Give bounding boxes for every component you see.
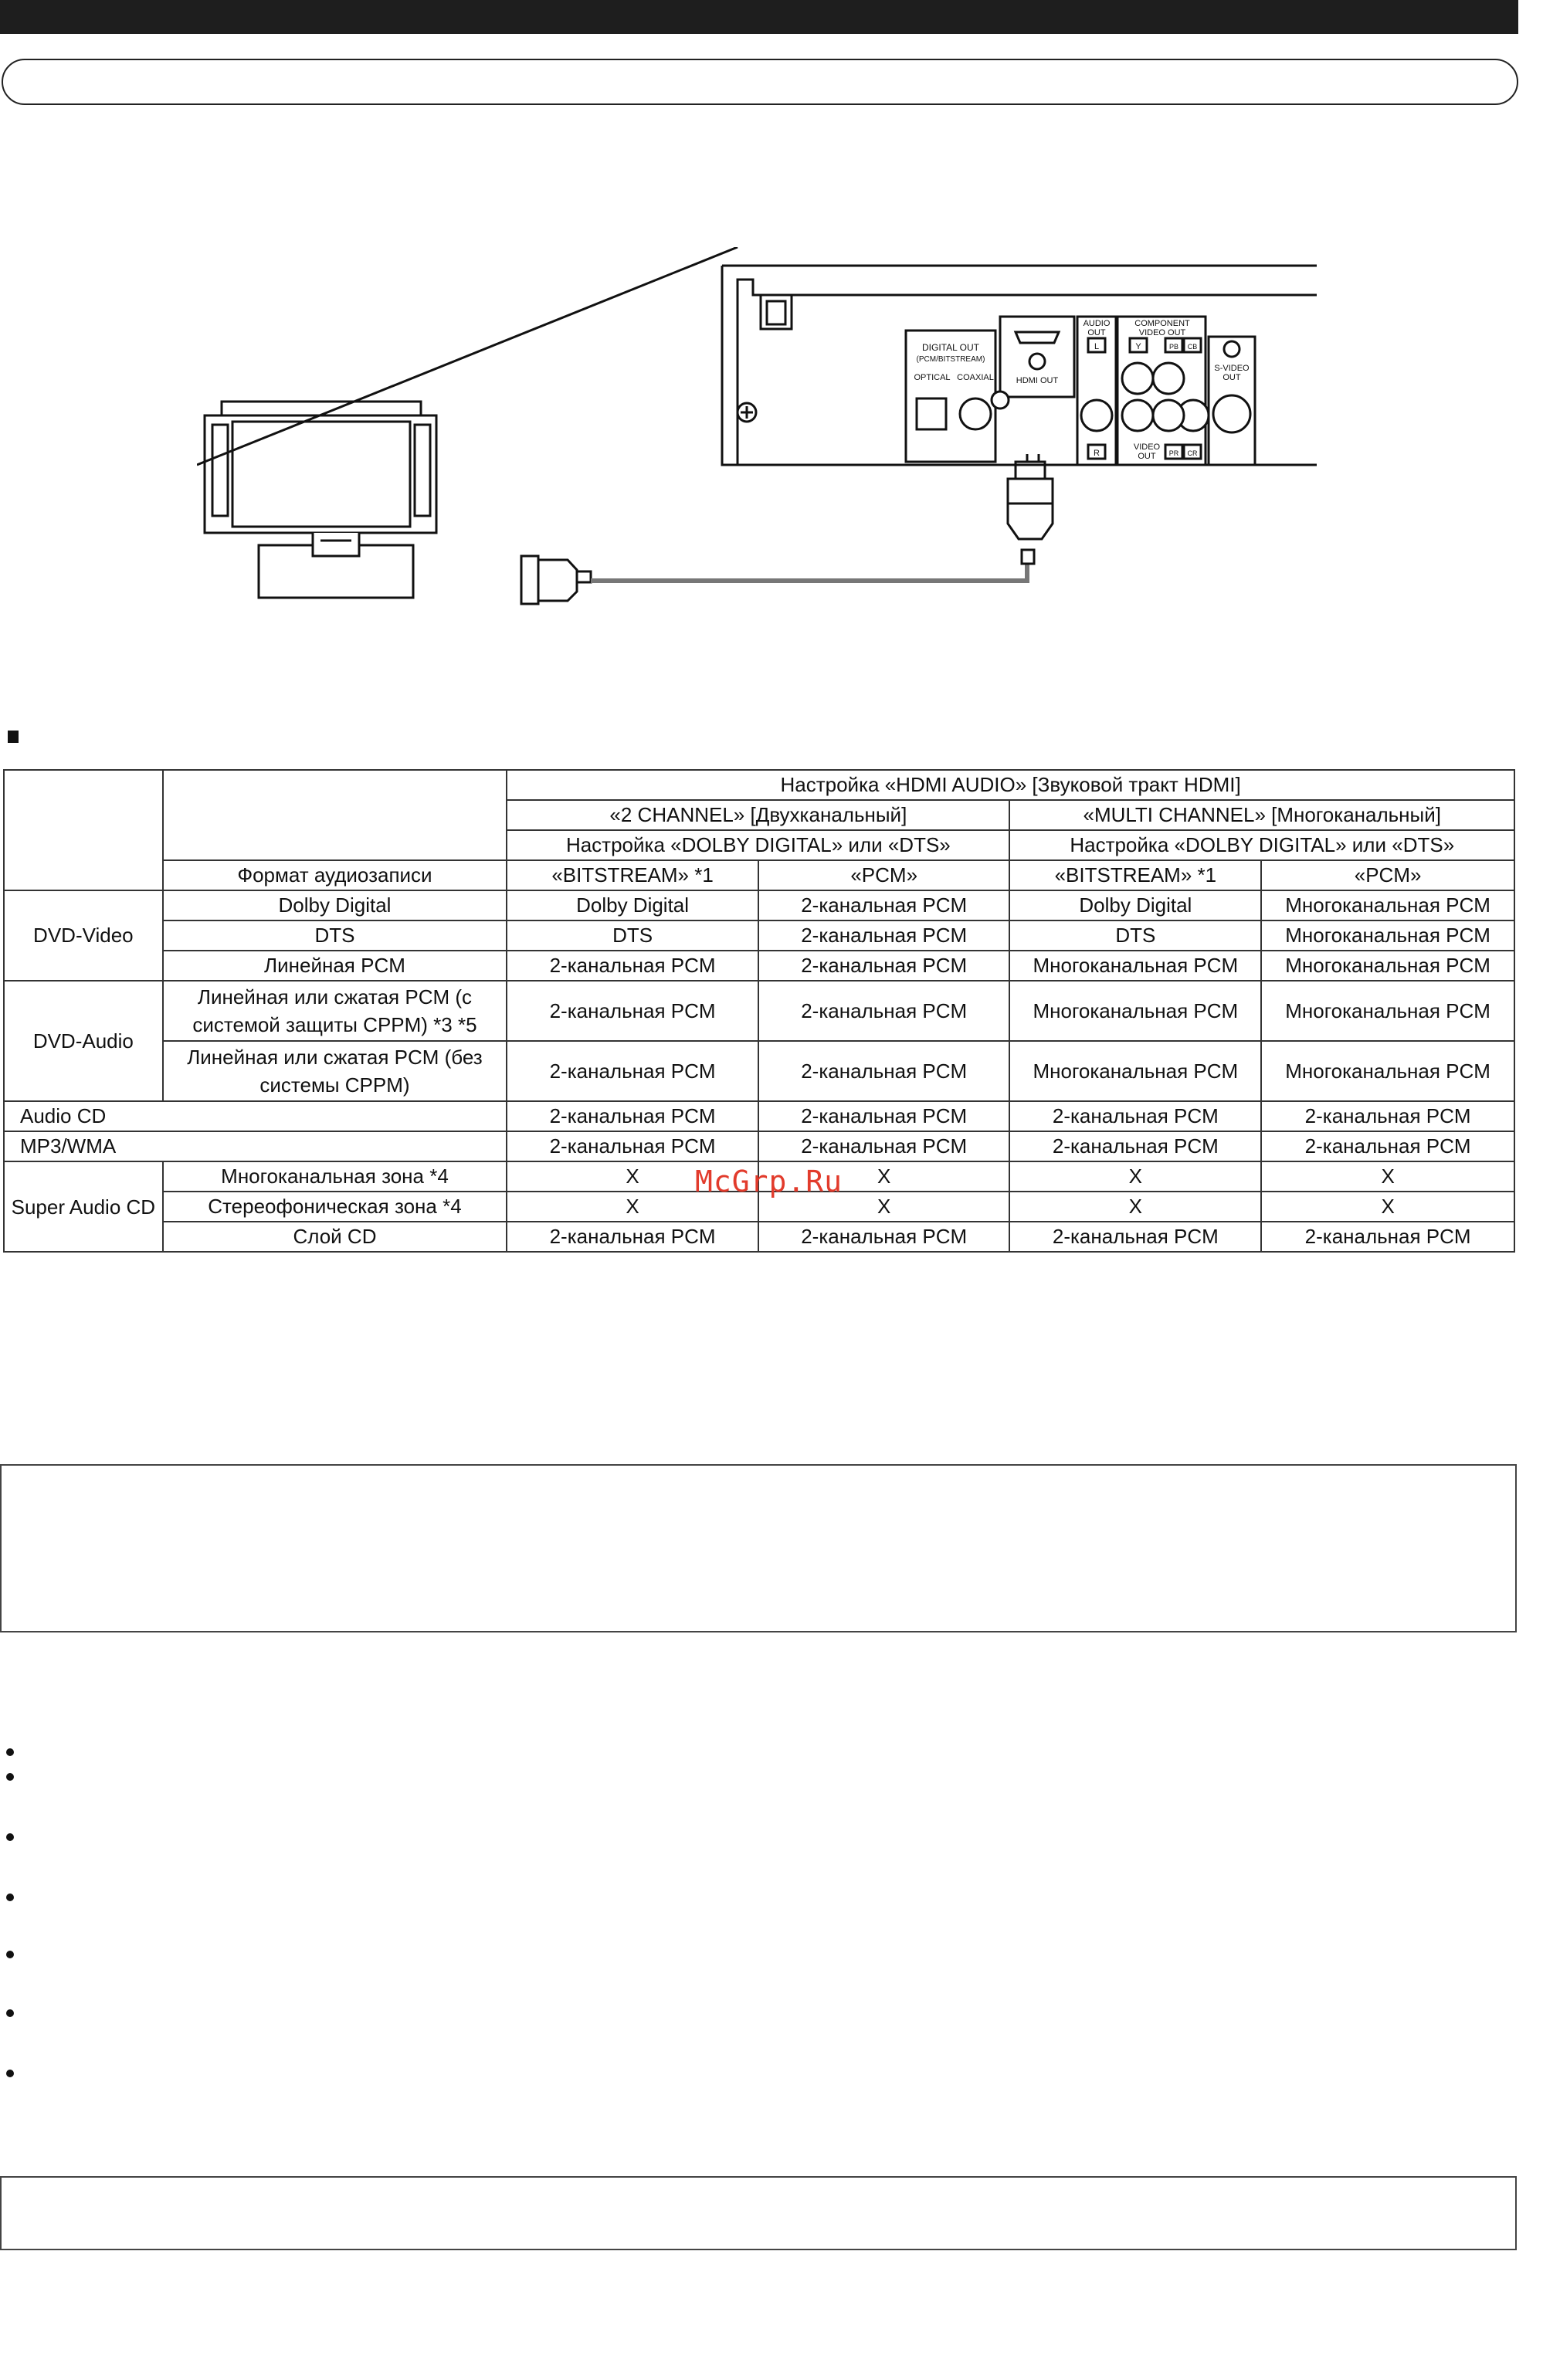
table-cell: 2-канальная PCM — [758, 981, 1010, 1041]
video-out-label-2: OUT — [1138, 452, 1156, 461]
table-cell: 2-канальная PCM — [758, 951, 1010, 981]
table-cell: DTS — [507, 920, 758, 951]
table-cell: X — [1009, 1192, 1261, 1222]
table-cell: Многоканальная PCM — [1261, 920, 1514, 951]
component-cb-label: CB — [1187, 343, 1198, 351]
table-cell: 2-канальная PCM — [758, 920, 1010, 951]
section-bullet-marker — [8, 731, 19, 743]
row-group-dvd-video: DVD-Video — [4, 890, 163, 981]
section-title-frame — [2, 59, 1518, 105]
component-y-label: Y — [1135, 342, 1141, 351]
header-dolby-setting: Настройка «DOLBY DIGITAL» или «DTS» — [1009, 830, 1514, 860]
audio-r-label: R — [1094, 449, 1100, 458]
optical-label: OPTICAL — [914, 373, 951, 382]
table-cell: 2-канальная PCM — [507, 1131, 758, 1161]
table-cell: 2-канальная PCM — [1009, 1131, 1261, 1161]
table-cell: X — [507, 1161, 758, 1192]
hdmi-cable — [521, 454, 1053, 604]
table-cell: Стереофоническая зона *4 — [163, 1192, 507, 1222]
table-cell: 2-канальная PCM — [758, 1041, 1010, 1101]
table-cell: 2-канальная PCM — [758, 890, 1010, 920]
coaxial-label: COAXIAL — [957, 373, 994, 382]
table-cell: Многоканальная PCM — [1009, 981, 1261, 1041]
table-cell: Dolby Digital — [507, 890, 758, 920]
tv-icon — [205, 402, 436, 598]
footer-note-box — [0, 2176, 1517, 2250]
bullet-dot — [6, 1773, 14, 1781]
table-row — [4, 890, 1514, 920]
table-cell: 2-канальная PCM — [1261, 1131, 1514, 1161]
header-bitstream: «BITSTREAM» *1 — [1009, 860, 1261, 890]
digital-out-label: DIGITAL OUT — [921, 342, 980, 353]
table-cell: 2-канальная PCM — [1009, 1101, 1261, 1131]
audio-out-label-2: OUT — [1087, 328, 1106, 337]
header-pcm: «PCM» — [1261, 860, 1514, 890]
table-cell: X — [758, 1192, 1010, 1222]
table-cell: Многоканальная PCM — [1009, 1041, 1261, 1101]
table-row — [4, 1101, 1514, 1131]
table-row — [4, 1041, 1514, 1101]
table-cell: Линейная PCM — [163, 951, 507, 981]
table-cell: Dolby Digital — [163, 890, 507, 920]
watermark: McGrp.Ru — [695, 1165, 843, 1198]
bullet-dot — [6, 1951, 14, 1958]
table-cell: Многоканальная PCM — [1009, 951, 1261, 981]
hdmi-out-label: HDMI OUT — [1016, 376, 1059, 385]
table-cell — [163, 770, 507, 860]
table-cell: Линейная или сжатая PCM (без системы CPPM) — [163, 1041, 507, 1101]
table-row — [4, 981, 1514, 1041]
component-pb-label: PB — [1168, 343, 1179, 351]
header-pcm: «PCM» — [758, 860, 1010, 890]
component-pr-label: PR — [1168, 449, 1179, 457]
video-out-label: VIDEO — [1133, 442, 1161, 452]
table-cell: 2-канальная PCM — [507, 981, 758, 1041]
table-row — [4, 920, 1514, 951]
table-cell: 2-канальная PCM — [1261, 1101, 1514, 1131]
audio-out-label: AUDIO — [1083, 319, 1111, 328]
table-cell: X — [1009, 1161, 1261, 1192]
component-label: COMPONENT — [1134, 319, 1190, 328]
table-cell: Многоканальная зона *4 — [163, 1161, 507, 1192]
header-2-channel: «2 CHANNEL» [Двухканальный] — [507, 800, 1009, 830]
table-row — [4, 770, 1514, 800]
table-cell: 2-канальная PCM — [507, 951, 758, 981]
table-row — [4, 1222, 1514, 1252]
digital-out-sub-label: (PCM/BITSTREAM) — [916, 355, 985, 364]
bullet-dot — [6, 2009, 14, 2017]
component-cr-label: CR — [1187, 449, 1198, 457]
table-cell — [4, 770, 163, 890]
table-cell: X — [1261, 1192, 1514, 1222]
row-mp3-wma: MP3/WMA — [4, 1131, 507, 1161]
audio-l-label: L — [1094, 342, 1100, 351]
top-bar — [0, 0, 1518, 34]
header-multi-channel: «MULTI CHANNEL» [Многоканальный] — [1009, 800, 1514, 830]
bullet-dot — [6, 1833, 14, 1841]
header-bitstream: «BITSTREAM» *1 — [507, 860, 758, 890]
svideo-label-2: OUT — [1223, 373, 1241, 382]
table-row — [4, 1131, 1514, 1161]
row-group-sacd: Super Audio CD — [4, 1161, 163, 1252]
table-cell: DTS — [1009, 920, 1261, 951]
table-cell: Линейная или сжатая PCM (с системой защиты CPPM) *3 *5 — [163, 981, 507, 1041]
table-cell: DTS — [163, 920, 507, 951]
table-cell: Многоканальная PCM — [1261, 890, 1514, 920]
table-row — [4, 860, 1514, 890]
table-cell: 2-канальная PCM — [1009, 1222, 1261, 1252]
bullet-dot — [6, 2070, 14, 2077]
table-cell: 2-канальная PCM — [507, 1101, 758, 1131]
table-cell: Многоканальная PCM — [1261, 1041, 1514, 1101]
table-cell: Dolby Digital — [1009, 890, 1261, 920]
bullet-dot — [6, 1893, 14, 1901]
note-box — [0, 1464, 1517, 1632]
component-label-2: VIDEO OUT — [1138, 328, 1186, 337]
table-cell: Слой CD — [163, 1222, 507, 1252]
table-cell: 2-канальная PCM — [758, 1131, 1010, 1161]
table-cell: 2-канальная PCM — [758, 1101, 1010, 1131]
header-format: Формат аудиозаписи — [163, 860, 507, 890]
header-hdmi-audio: Настройка «HDMI AUDIO» [Звуковой тракт HDMI] — [507, 770, 1514, 800]
table-cell: X — [758, 1161, 1010, 1192]
table-cell: Многоканальная PCM — [1261, 981, 1514, 1041]
table-cell: X — [1261, 1161, 1514, 1192]
table-row — [4, 951, 1514, 981]
table-cell: 2-канальная PCM — [507, 1222, 758, 1252]
header-dolby-setting: Настройка «DOLBY DIGITAL» или «DTS» — [507, 830, 1009, 860]
table-cell: X — [507, 1192, 758, 1222]
row-group-dvd-audio: DVD-Audio — [4, 981, 163, 1101]
table-cell: Многоканальная PCM — [1261, 951, 1514, 981]
table-cell: 2-канальная PCM — [1261, 1222, 1514, 1252]
row-audio-cd: Audio CD — [4, 1101, 507, 1131]
svideo-label: S-VIDEO — [1214, 364, 1250, 373]
table-cell: 2-канальная PCM — [758, 1222, 1010, 1252]
table-cell: 2-канальная PCM — [507, 1041, 758, 1101]
connection-diagram — [197, 247, 1355, 649]
bullet-dot — [6, 1748, 14, 1756]
